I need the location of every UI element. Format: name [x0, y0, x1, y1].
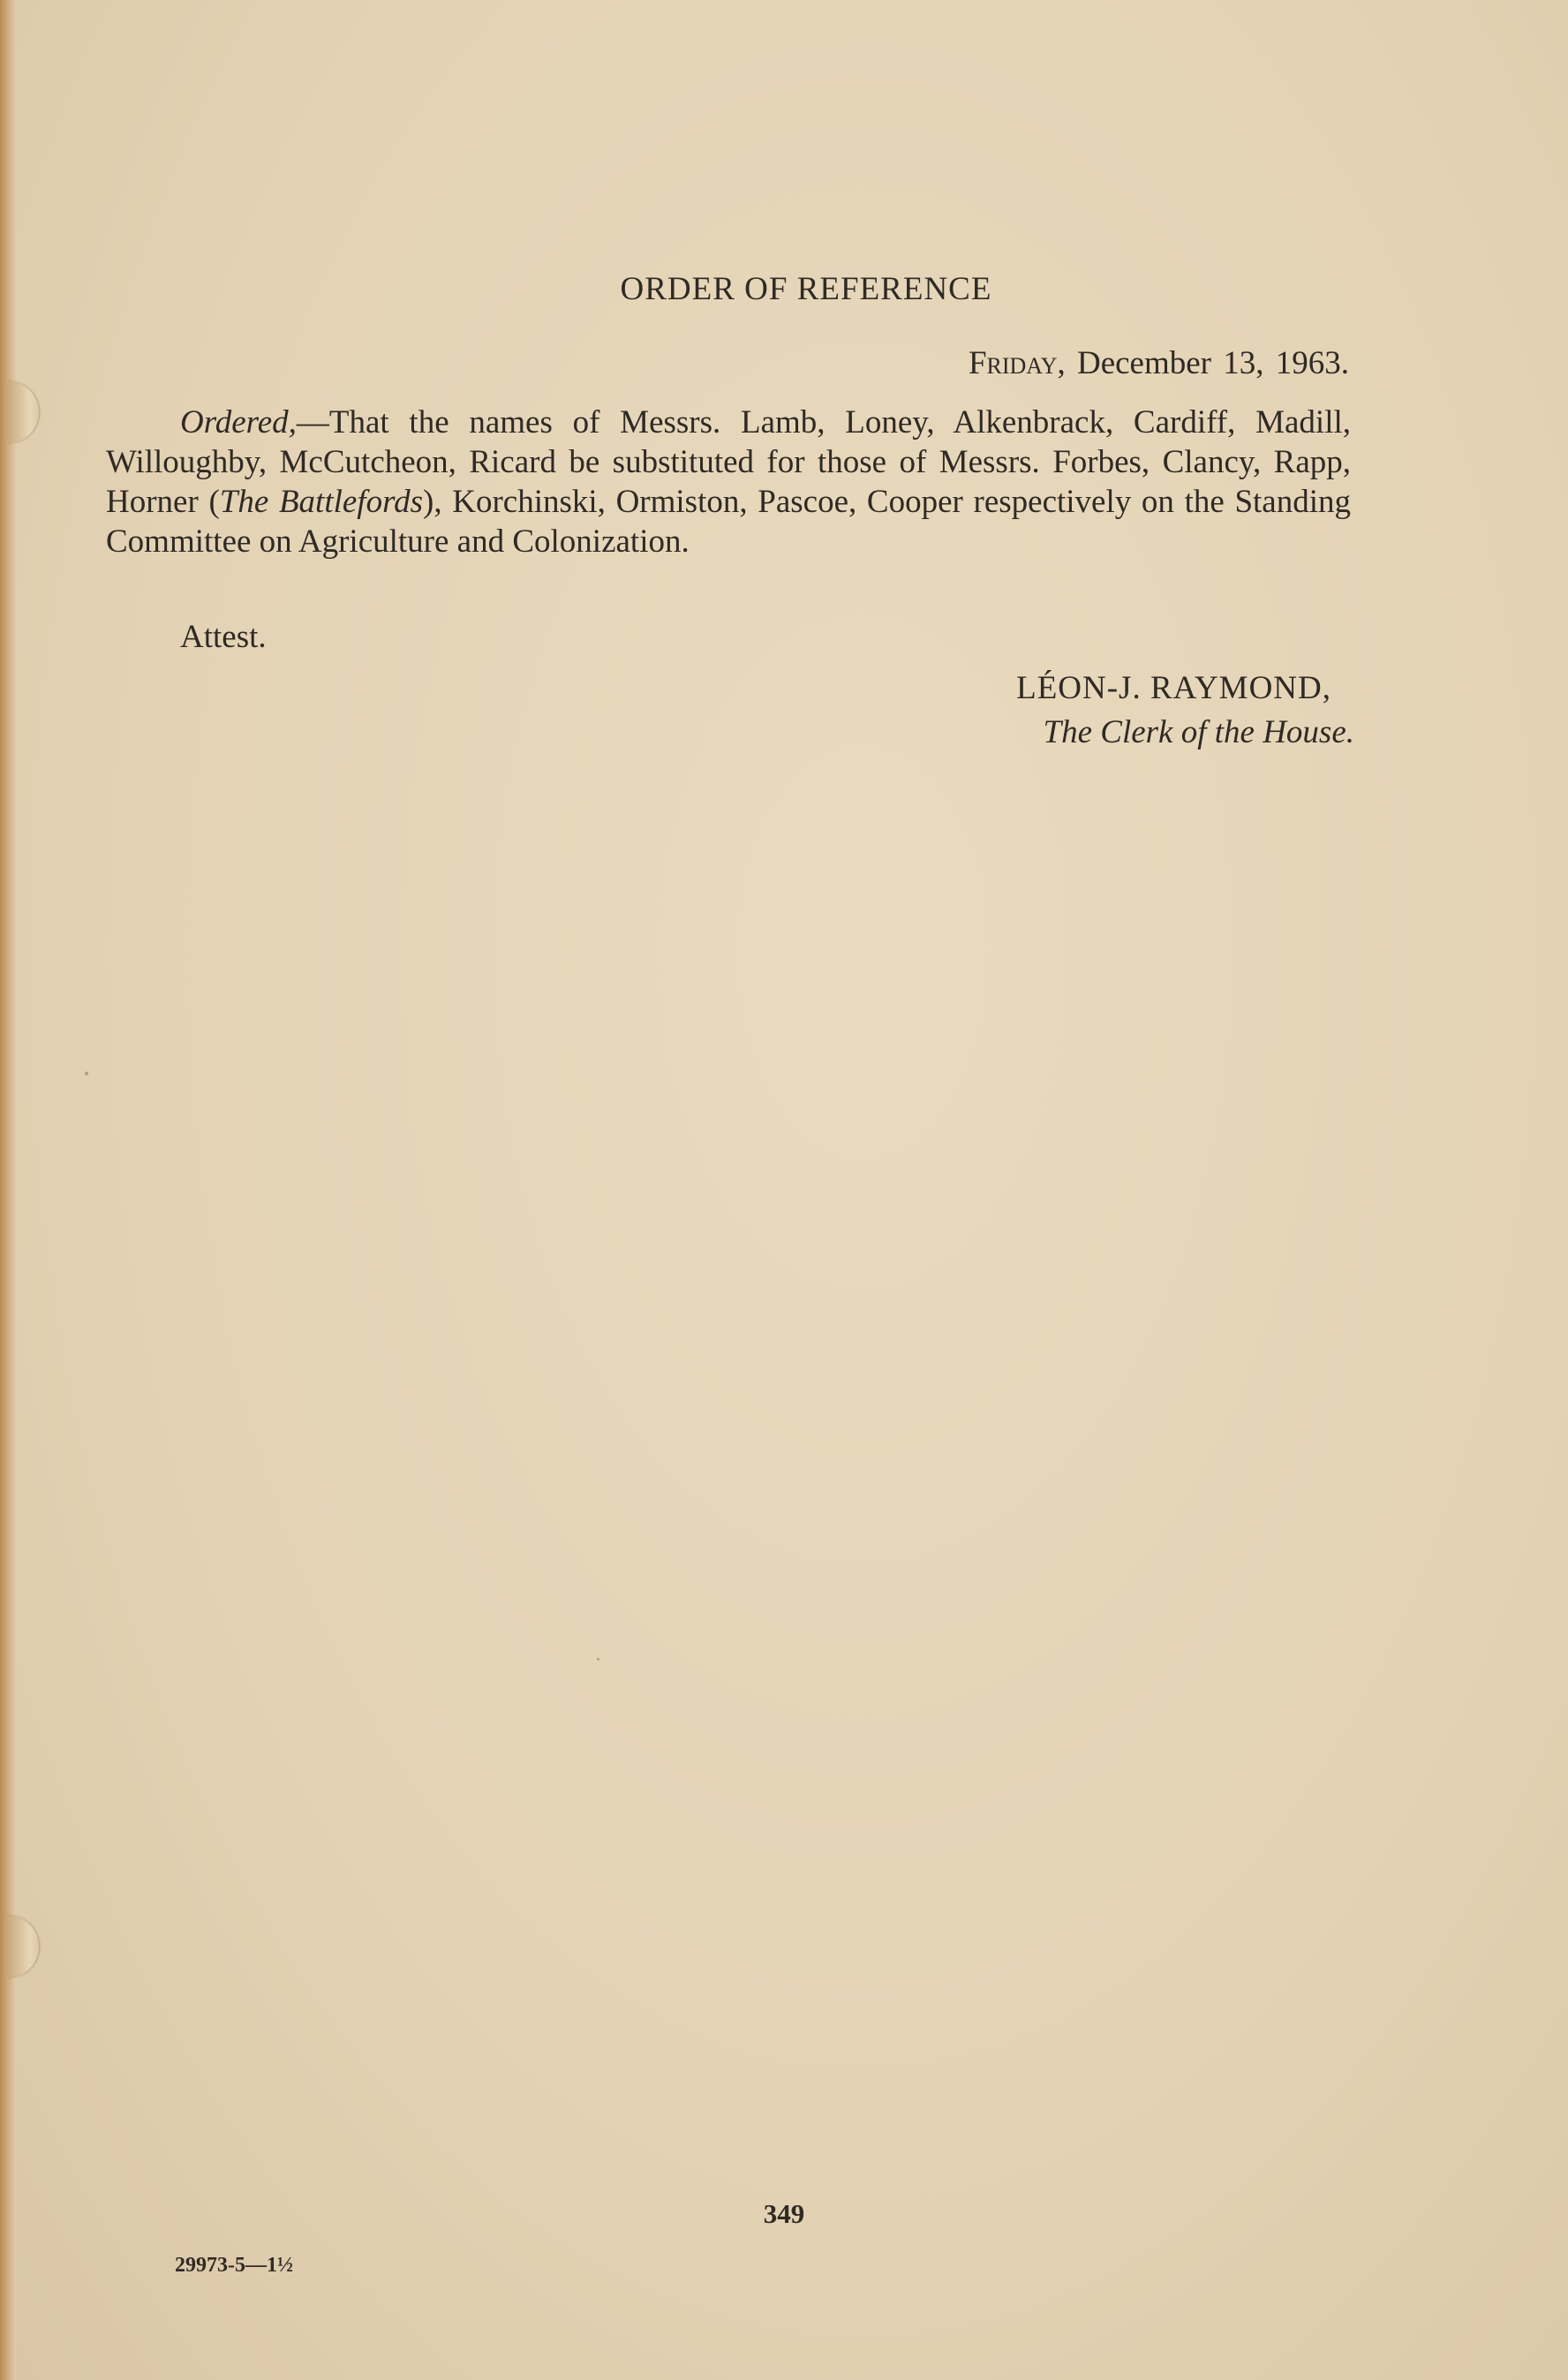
page-number: 349	[763, 2198, 805, 2229]
order-text-part-1: —That the names of Messrs. Lamb, Loney, Alkenbrack, Cardiff, Madill, Willoughby, McCutcheon, Ricard be substituted for those of Messrs. Forbes, Clancy, Rapp, Horner (	[106, 404, 1351, 520]
order-lead: Ordered,	[180, 404, 297, 441]
paper-speck	[597, 1658, 599, 1661]
paper-speck	[85, 1072, 88, 1075]
document-title: ORDER OF REFERENCE	[620, 271, 992, 307]
binding-hole-top	[7, 381, 39, 443]
signature-name: LÉON-J. RAYMOND,	[1016, 670, 1331, 706]
signature-title: The Clerk of the House.	[1043, 714, 1354, 750]
date-rest: , December 13, 1963.	[1057, 345, 1349, 381]
order-paragraph	[106, 403, 1351, 561]
page-binding-edge	[0, 0, 16, 2380]
attest-label: Attest.	[180, 619, 267, 655]
date-line	[969, 344, 1349, 382]
print-code: 29973-5—1½	[175, 2254, 293, 2277]
binding-hole-bottom	[7, 1916, 39, 1977]
order-text-part-2: ), Korchinski, Ormiston, Pascoe, Cooper respectively on the Standing Committee on Agriculture and Colonization.	[106, 484, 1352, 560]
date-weekday: Friday	[968, 345, 1058, 381]
order-constituency: The Battlefords	[219, 484, 424, 520]
